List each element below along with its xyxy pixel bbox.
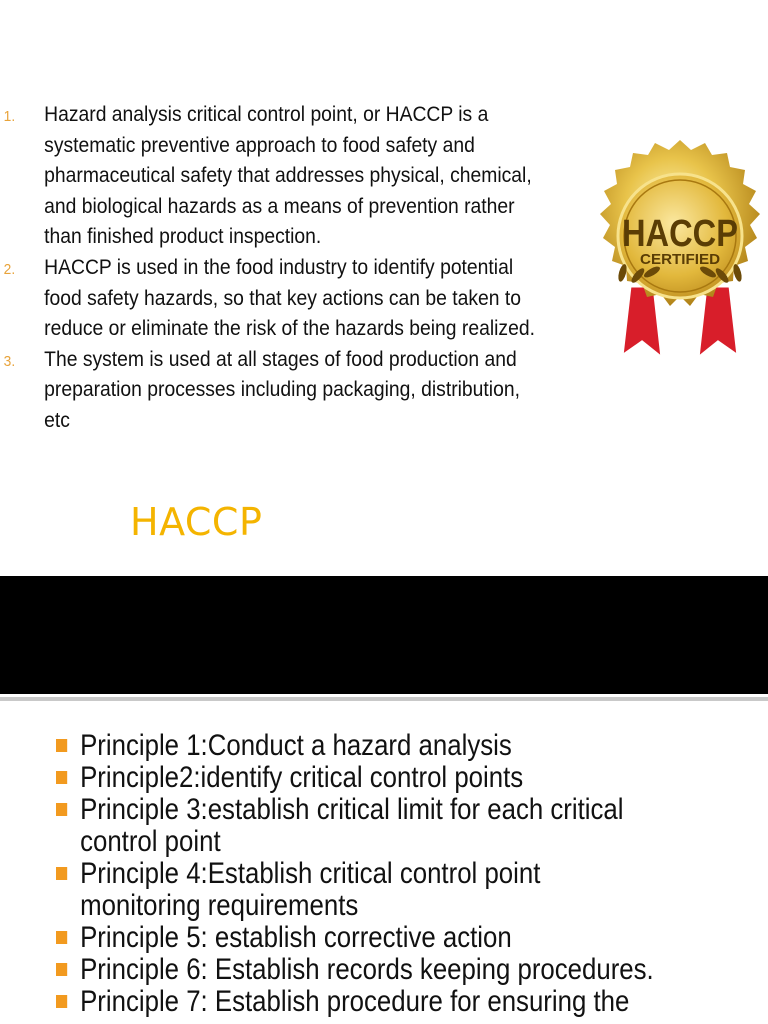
list-item-line: pharmaceutical safety that addresses physical, chemical, <box>44 164 532 188</box>
list-item-line: and biological hazards as a means of prevention rather <box>44 194 515 218</box>
list-number: 1. <box>3 108 16 125</box>
list-item-line: than finished product inspection. <box>44 225 322 249</box>
list-item <box>56 858 734 922</box>
square-bullet-icon <box>56 771 67 784</box>
ribbon-right <box>698 286 738 358</box>
square-bullet-icon <box>56 803 67 816</box>
list-item <box>56 730 734 762</box>
slide-title: HACCP <box>130 500 263 544</box>
list-item-line: preparation processes including packaging, distribution, <box>44 378 520 402</box>
principle-line: Principle2:identify critical control points <box>80 761 524 794</box>
list-item <box>56 762 734 794</box>
list-item <box>0 345 633 437</box>
seal-sub-text: CERTIFIED <box>640 251 721 268</box>
square-bullet-icon <box>56 739 67 752</box>
square-bullet-icon <box>56 867 67 880</box>
list-item-line: Hazard analysis critical control point, or HACCP is a <box>44 103 489 126</box>
list-item-line: food safety hazards, so that key actions can be taken to <box>44 286 522 310</box>
principle-line: Principle 7: Establish procedure for ensuring the <box>80 985 630 1018</box>
list-item-line: HACCP is used in the food industry to identify potential <box>44 255 514 279</box>
principles-list <box>56 730 768 1018</box>
principle-line: Principle 5: establish corrective action <box>80 921 512 954</box>
principle-line: monitoring requirements <box>80 889 359 922</box>
principle-line: Principle 4:Establish critical control point <box>80 857 541 890</box>
square-bullet-icon <box>56 963 67 976</box>
list-item-line: systematic preventive approach to food safety and <box>44 133 475 157</box>
list-number: 3. <box>3 352 16 370</box>
list-item-line: reduce or eliminate the risk of the hazards being realized. <box>44 317 535 341</box>
list-item <box>56 794 734 858</box>
title-band <box>0 576 768 694</box>
list-item <box>56 922 734 954</box>
principle-line: Principle 6: Establish records keeping procedures. <box>80 953 654 986</box>
principle-line: control point <box>80 825 221 858</box>
certified-seal-icon <box>592 136 768 368</box>
square-bullet-icon <box>56 995 67 1008</box>
list-item-line: The system is used at all stages of food production and <box>44 347 517 371</box>
list-item-line: etc <box>44 408 70 432</box>
list-number: 2. <box>3 260 16 278</box>
principle-line: Principle 1:Conduct a hazard analysis <box>80 729 512 762</box>
seal-main-text: HACCP <box>622 213 738 255</box>
list-item <box>56 986 734 1018</box>
list-item <box>0 253 633 345</box>
principle-line: Principle 3:establish critical limit for each critical <box>80 793 624 826</box>
definition-list <box>0 100 590 437</box>
list-item <box>0 100 633 253</box>
ribbon-left <box>622 286 662 358</box>
list-item <box>56 954 734 986</box>
square-bullet-icon <box>56 931 67 944</box>
